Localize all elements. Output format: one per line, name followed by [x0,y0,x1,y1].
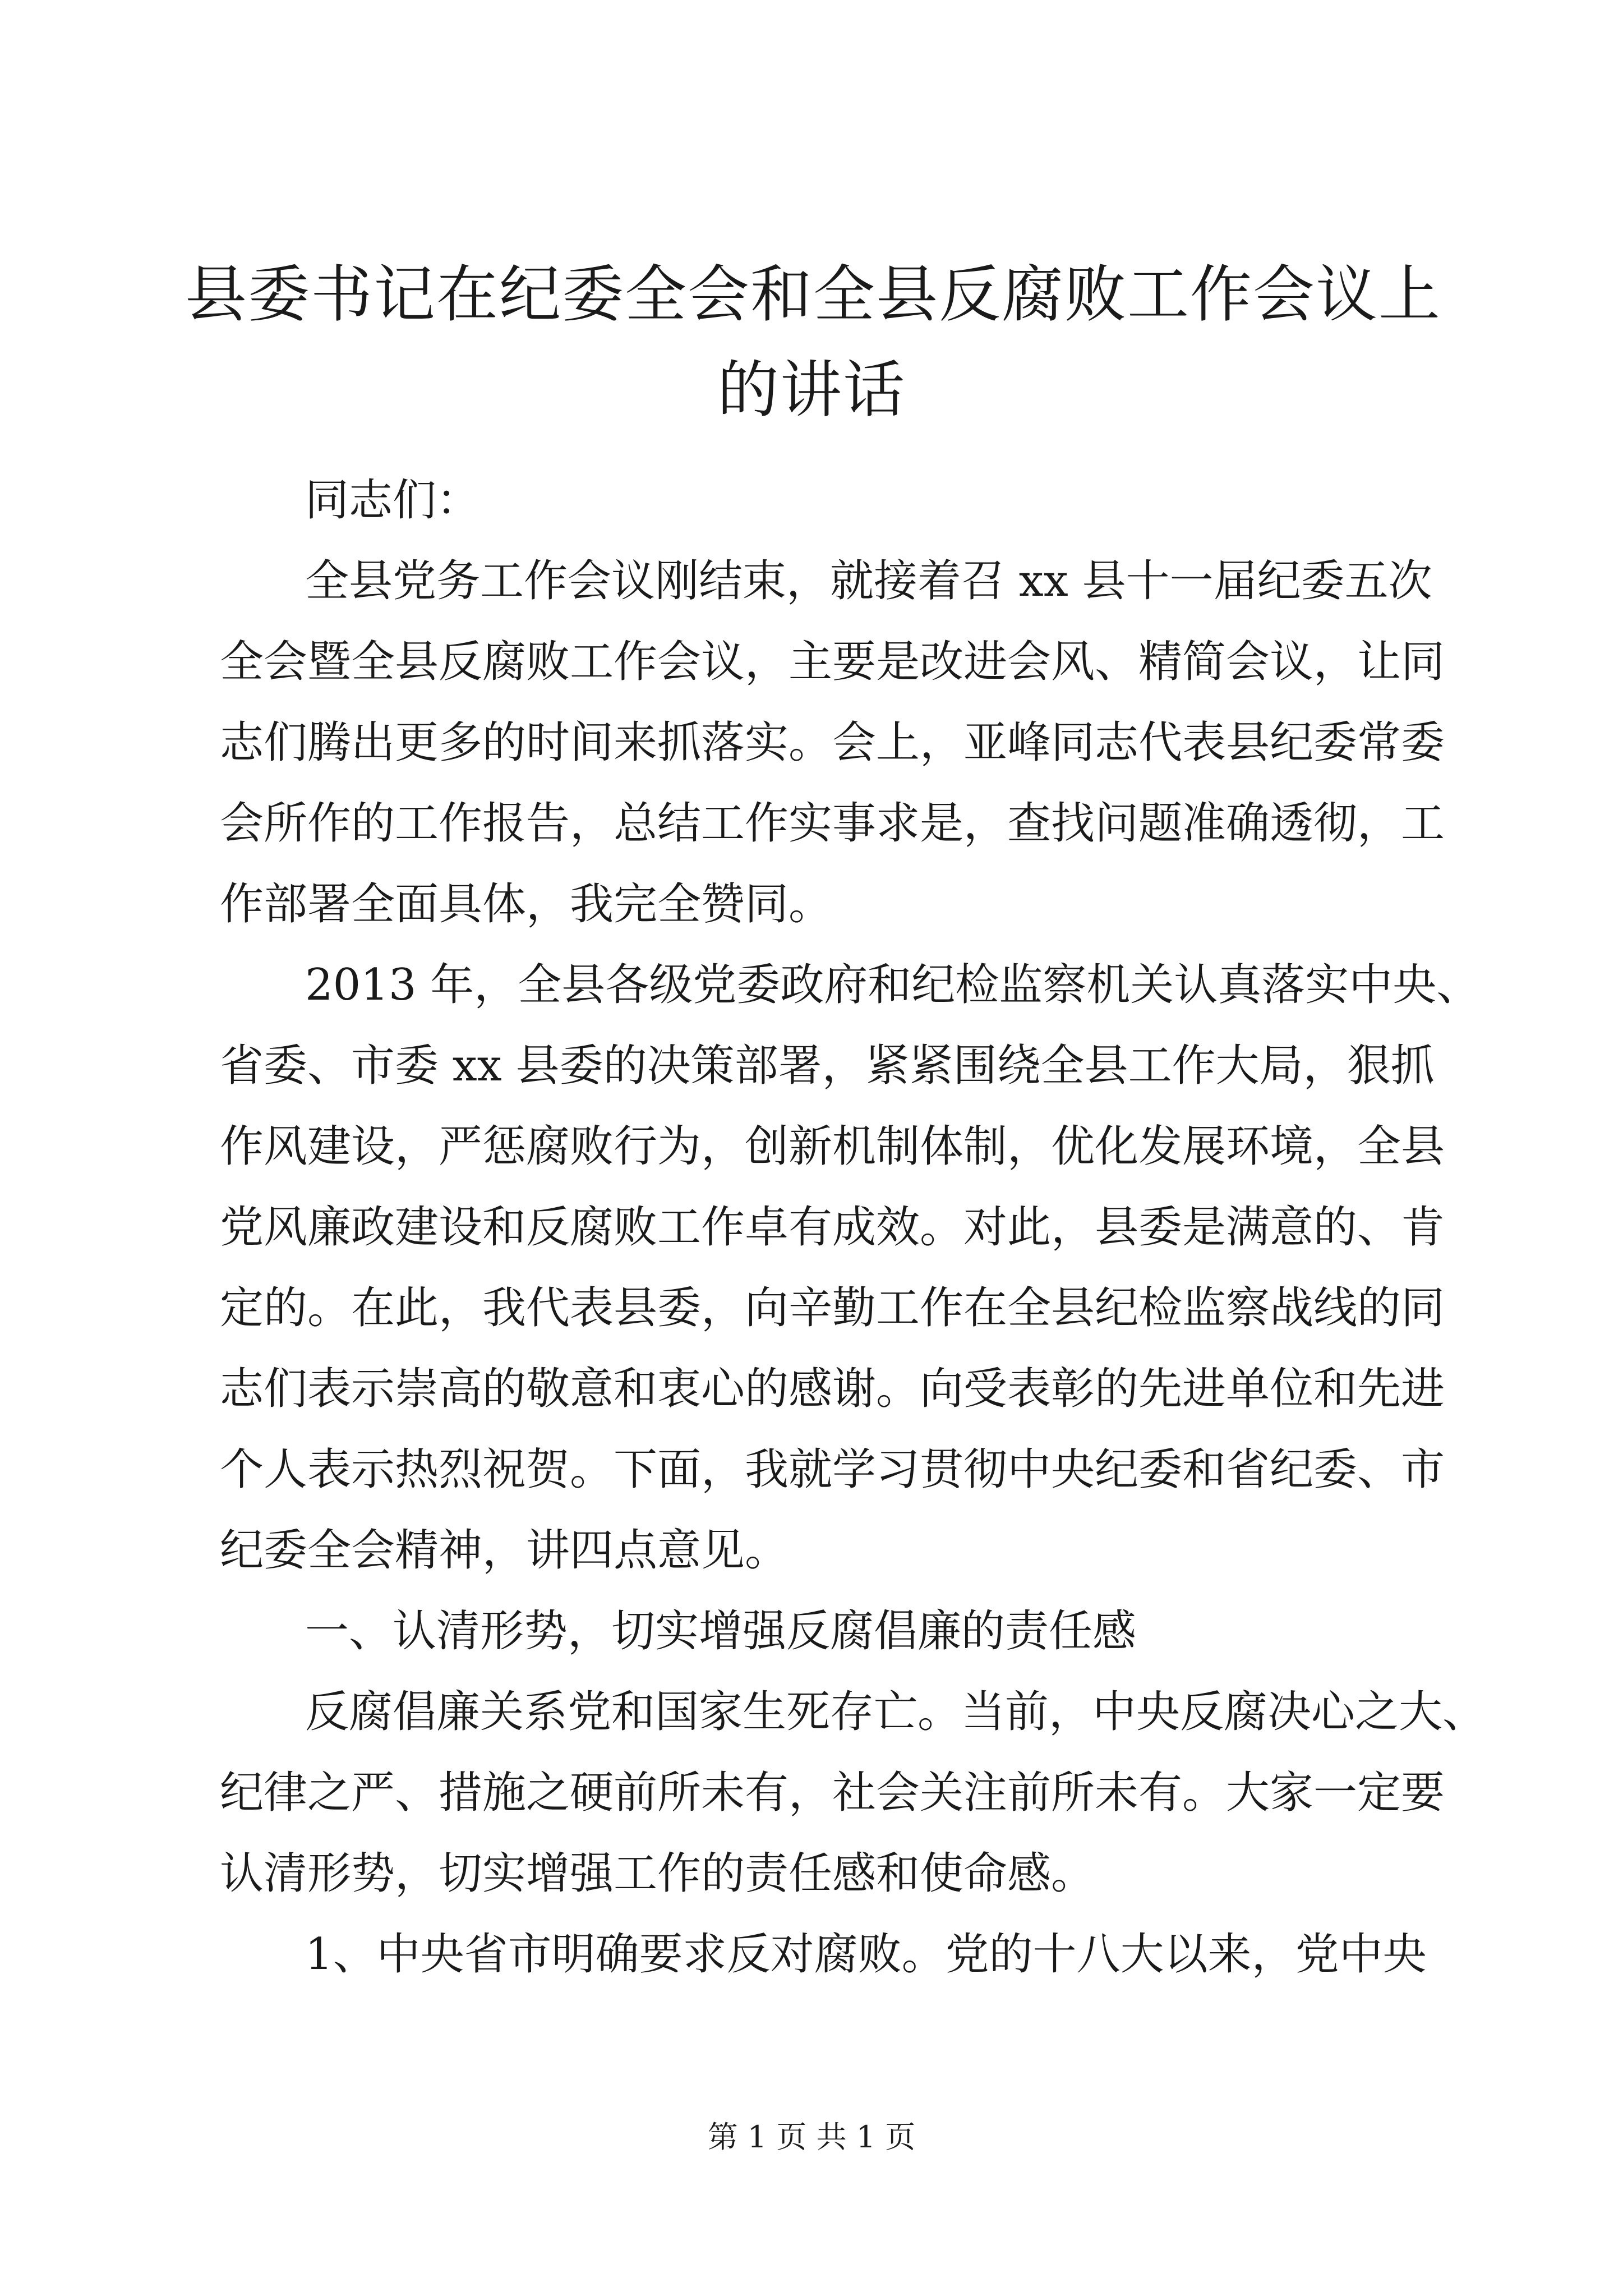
paragraph-line: 志们腾出更多的时间来抓落实。会上，亚峰同志代表县纪委常委 [220,717,1445,768]
page-footer: 第 1 页 共 1 页 [707,2119,916,2155]
paragraph-line: 纪委全会精神，讲四点意见。 [220,1525,789,1576]
paragraph-line: 定的。在此，我代表县委，向辛勤工作在全县纪检监察战线的同 [220,1283,1445,1333]
paragraph-line: 会所作的工作报告，总结工作实事求是，查找问题准确透彻，工 [220,798,1445,849]
paragraph-line: 全县党务工作会议刚结束，就接着召 xx 县十一届纪委五次 [305,556,1432,606]
paragraph-line: 作部署全面具体，我完全赞同。 [220,879,833,930]
paragraph [220,1914,1427,1995]
document-title [185,247,1441,438]
paragraph-line: 认清形势，切实增强工作的责任感和使命感。 [220,1848,1095,1899]
paragraph-salutation [220,460,1417,541]
paragraph [220,1672,1487,1914]
paragraph-line: 反腐倡廉关系党和国家生死存亡。当前，中央反腐决心之大、 [305,1687,1487,1737]
paragraph [220,541,1445,945]
paragraph-line: 个人表示热烈祝贺。下面，我就学习贯彻中央纪委和省纪委、市 [220,1444,1445,1495]
paragraph [220,945,1481,1591]
title-line: 县委书记在纪委全会和全县反腐败工作会议上 [185,259,1441,330]
paragraph-line: 作风建设，严惩腐败行为，创新机制体制，优化发展环境，全县 [220,1121,1445,1172]
paragraph-line: 全会暨全县反腐败工作会议，主要是改进会风、精简会议，让同 [220,637,1445,687]
paragraph-line: 志们表示崇高的敬意和衷心的感谢。向受表彰的先进单位和先进 [220,1364,1445,1414]
title-line: 的讲话 [717,354,906,426]
document-body [220,460,1487,1995]
paragraph-line: 省委、市委 xx 县委的决策部署，紧紧围绕全县工作大局，狠抓 [220,1041,1435,1091]
paragraph-line: 一、认清形势，切实增强反腐倡廉的责任感 [305,1606,1137,1657]
section-heading [220,1591,1417,1672]
paragraph-line: 2013 年，全县各级党委政府和纪检监察机关认真落实中央、 [305,960,1481,1010]
paragraph-line: 党风廉政建设和反腐败工作卓有成效。对此，县委是满意的、肯 [220,1202,1445,1253]
paragraph-line: 纪律之严、措施之硬前所未有，社会关注前所未有。大家一定要 [220,1768,1445,1818]
paragraph-line: 同志们： [305,475,481,526]
paragraph-line: 1、中央省市明确要求反对腐败。党的十八大以来，党中央 [305,1929,1427,1980]
